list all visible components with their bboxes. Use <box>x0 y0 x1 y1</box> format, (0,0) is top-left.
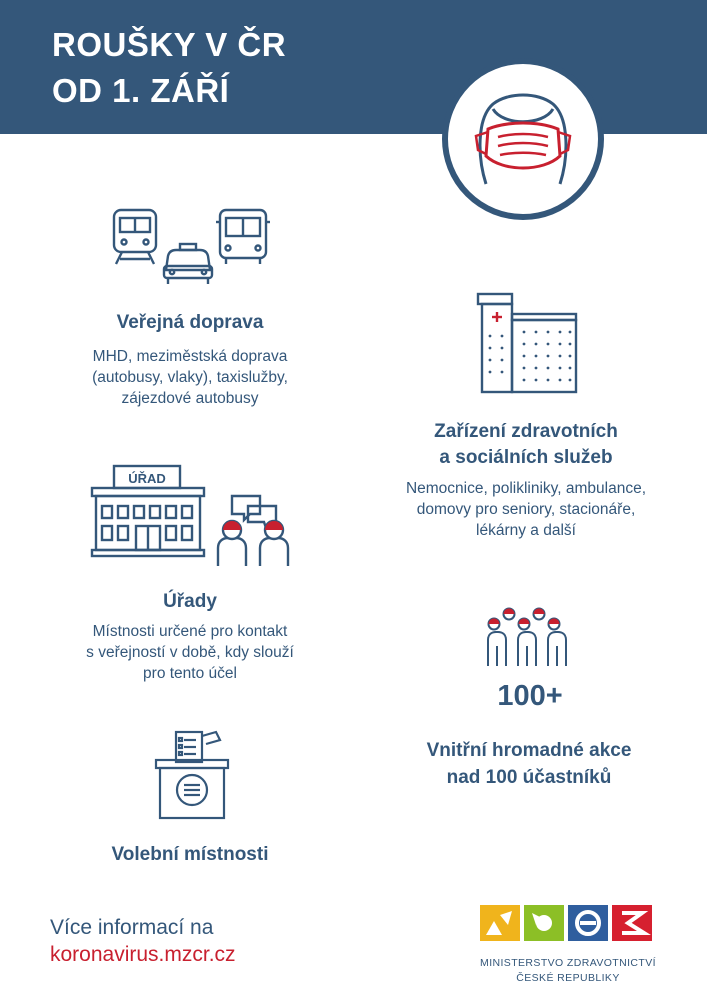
title-line-1: ROUŠKY V ČR <box>52 26 287 63</box>
transport-icon <box>106 204 276 286</box>
offices-line-3: pro tento účel <box>143 665 237 682</box>
ministry-line-1: MINISTERSTVO ZDRAVOTNICTVÍ <box>480 957 656 969</box>
transport-line-3: zájezdové autobusy <box>121 390 259 407</box>
ministry-line-2: ČESKÉ REPUBLIKY <box>516 972 620 984</box>
ministry-name <box>470 956 666 986</box>
voting-heading: Volební místnosti <box>111 844 269 865</box>
health-heading-line-2: a sociálních služeb <box>439 447 613 468</box>
events-heading-line-1: Vnitřní hromadné akce <box>426 740 632 761</box>
more-info-text: Více informací na <box>50 916 214 939</box>
offices-line-1: Místnosti určené pro kontakt <box>92 623 288 640</box>
health-heading-line-1: Zařízení zdravotních <box>434 421 618 442</box>
office-building-icon <box>88 462 304 570</box>
hospital-icon <box>472 292 582 396</box>
events-heading-line-2: nad 100 účastníků <box>446 767 612 788</box>
health-line-1: Nemocnice, polikliniky, ambulance, <box>405 480 647 497</box>
offices-line-2: s veřejností v době, kdy slouží <box>86 644 294 661</box>
transport-line-2: (autobusy, vlaky), taxislužby, <box>92 369 288 386</box>
health-line-3: lékárny a další <box>476 522 576 539</box>
participants-count: 100+ <box>497 680 563 712</box>
transport-line-1: MHD, meziměstská doprava <box>92 348 288 365</box>
transport-description <box>60 346 320 409</box>
more-info <box>50 914 236 968</box>
title-line-2: OD 1. ZÁŘÍ <box>52 72 230 109</box>
events-heading <box>398 737 660 791</box>
health-line-2: domovy pro seniory, stacionáře, <box>416 501 636 518</box>
transport-heading: Veřejná doprava <box>116 312 264 333</box>
health-heading <box>400 419 652 471</box>
ballot-box-icon <box>154 728 230 822</box>
offices-description <box>60 621 320 684</box>
face-mask-icon <box>442 58 604 220</box>
ministry-logo <box>478 903 656 943</box>
website-link[interactable]: koronavirus.mzcr.cz <box>50 943 236 966</box>
crowd-icon <box>486 606 570 670</box>
offices-heading: Úřady <box>163 591 217 612</box>
office-sign: ÚŘAD <box>128 471 166 486</box>
health-description <box>388 478 664 541</box>
page-title <box>52 22 286 114</box>
